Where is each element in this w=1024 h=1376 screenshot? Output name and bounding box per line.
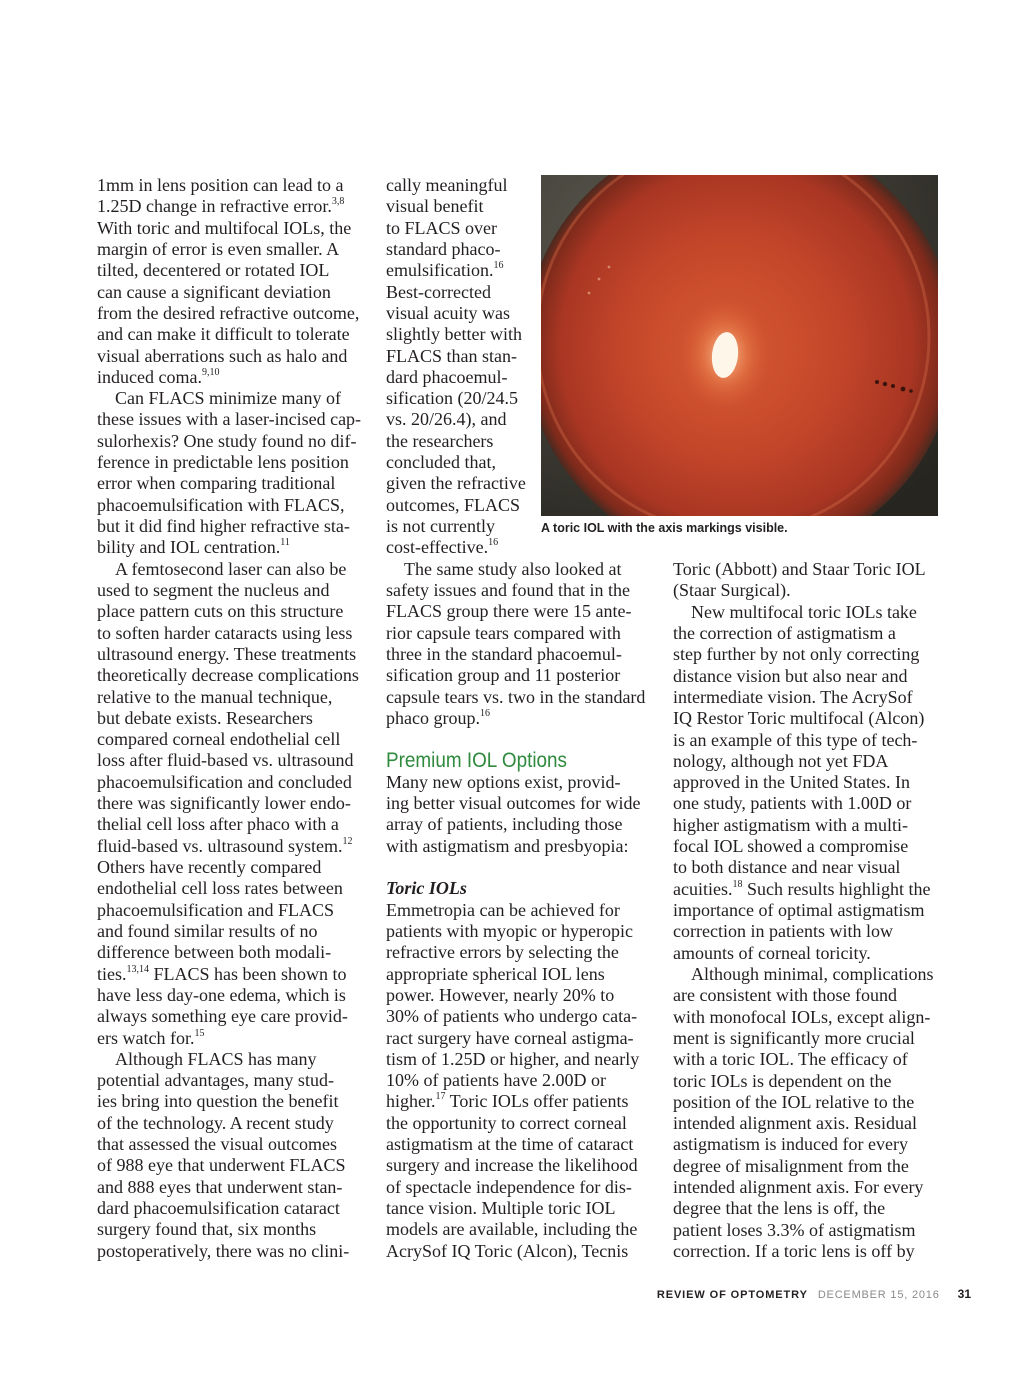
text-line bbox=[97, 836, 367, 857]
text-run: phaco group. bbox=[386, 707, 480, 728]
text-line: to soften harder cataracts using less bbox=[97, 622, 353, 643]
paragraph bbox=[97, 1049, 367, 1262]
text-line bbox=[97, 1028, 367, 1049]
text-line: New multifocal toric IOLs take bbox=[691, 601, 917, 622]
text-line: theoretically decrease complications bbox=[97, 665, 359, 686]
text-line: from the desired refractive outcome, bbox=[97, 302, 360, 323]
citation-superscript: 16 bbox=[493, 260, 504, 272]
text-line: sification group and 11 posterior bbox=[386, 665, 621, 686]
text-line: is an example of this type of tech- bbox=[673, 729, 918, 750]
paragraph bbox=[673, 964, 945, 1262]
text-line: correction in patients with low bbox=[673, 921, 893, 942]
text-run: emulsification. bbox=[386, 260, 494, 281]
text-line: the researchers bbox=[386, 430, 494, 451]
subsection-heading bbox=[386, 878, 658, 899]
axis-mark-dot bbox=[901, 387, 906, 392]
citation-superscript: 3,8 bbox=[331, 196, 345, 208]
text-line: but debate exists. Researchers bbox=[97, 707, 313, 728]
text-line: degree that the lens is off, the bbox=[673, 1198, 886, 1219]
text-line: potential advantages, many stud- bbox=[97, 1070, 334, 1091]
paragraph bbox=[673, 602, 945, 964]
text-line: visual aberrations such as halo and bbox=[97, 345, 348, 366]
text-line: correction. If a toric lens is off by bbox=[673, 1241, 915, 1261]
text-line: A femtosecond laser can also be bbox=[115, 558, 347, 579]
text-line: intended alignment axis. For every bbox=[673, 1177, 924, 1198]
text-line: (Staar Surgical). bbox=[673, 580, 791, 601]
text-run: bility and IOL centration. bbox=[97, 537, 281, 558]
text-run: cost-effective. bbox=[386, 537, 489, 558]
text-line: used to segment the nucleus and bbox=[97, 579, 330, 600]
text-line: dard phacoemulsification cataract bbox=[97, 1198, 340, 1218]
text-line: sification (20/24.5 bbox=[386, 388, 518, 409]
text-line: Others have recently compared bbox=[97, 857, 322, 877]
citation-superscript: 17 bbox=[435, 1091, 446, 1103]
paragraph bbox=[97, 388, 367, 559]
text-line: amounts of corneal toricity. bbox=[673, 942, 871, 963]
text-line: is not currently bbox=[386, 516, 495, 536]
text-line: one study, patients with 1.00D or bbox=[673, 793, 912, 814]
paragraph bbox=[673, 559, 945, 602]
text-run: acuities. bbox=[673, 878, 733, 899]
text-line: vs. 20/26.4), and bbox=[386, 409, 507, 430]
citation-superscript: 18 bbox=[732, 878, 743, 890]
text-line: distance vision but also near and bbox=[673, 665, 908, 686]
text-line: power. However, nearly 20% to bbox=[386, 984, 615, 1005]
column-1 bbox=[97, 175, 367, 1262]
text-run: Such results highlight the bbox=[742, 878, 931, 899]
text-line: with a toric IOL. The efficacy of bbox=[673, 1049, 908, 1070]
text-line: intended alignment axis. Residual bbox=[673, 1113, 917, 1134]
text-line: 1mm in lens position can lead to a bbox=[97, 175, 344, 195]
text-line: AcrySof IQ Toric (Alcon), Tecnis bbox=[386, 1240, 629, 1261]
citation-superscript: 11 bbox=[280, 537, 290, 549]
page-number: 31 bbox=[957, 1287, 971, 1301]
text-line: approved in the United States. In bbox=[673, 772, 910, 793]
paragraph bbox=[97, 559, 367, 1049]
toric-iol-eye-photo bbox=[541, 175, 938, 516]
paragraph bbox=[386, 772, 658, 857]
text-line: patient loses 3.3% of astigmatism bbox=[673, 1219, 916, 1240]
text-line: position of the IOL relative to the bbox=[673, 1091, 915, 1112]
column-3 bbox=[673, 559, 945, 1262]
text-line: appropriate spherical IOL lens bbox=[386, 963, 605, 984]
paragraph bbox=[97, 175, 367, 388]
text-line bbox=[386, 537, 658, 558]
axis-mark-dot bbox=[883, 382, 887, 386]
text-line: difference between both modali- bbox=[97, 942, 332, 963]
text-line bbox=[97, 196, 367, 217]
axis-mark-dot bbox=[909, 389, 913, 393]
citation-superscript: 16 bbox=[479, 707, 490, 719]
text-line: Best-corrected bbox=[386, 281, 491, 302]
text-line: Can FLACS minimize many of bbox=[115, 388, 341, 409]
text-line: tilted, decentered or rotated IOL bbox=[97, 260, 330, 281]
text-line: FLACS than stan- bbox=[386, 345, 518, 366]
text-line: tance vision. Multiple toric IOL bbox=[386, 1198, 616, 1218]
text-line: Many new options exist, provid- bbox=[386, 771, 621, 792]
text-line: endothelial cell loss rates between bbox=[97, 878, 343, 899]
citation-superscript: 13,14 bbox=[126, 963, 149, 975]
citation-superscript: 9,10 bbox=[201, 366, 220, 378]
text-line: focal IOL showed a compromise bbox=[673, 836, 909, 857]
text-line: ment is significantly more crucial bbox=[673, 1027, 915, 1048]
page-footer bbox=[657, 1287, 971, 1301]
text-line: cally meaningful bbox=[386, 175, 508, 195]
text-line: that assessed the visual outcomes bbox=[97, 1134, 337, 1155]
text-line: phacoemulsification and concluded bbox=[97, 771, 352, 792]
text-line: are consistent with those found bbox=[673, 985, 897, 1006]
figure-caption: A toric IOL with the axis markings visible. bbox=[541, 521, 788, 535]
text-line: the correction of astigmatism a bbox=[673, 622, 896, 643]
text-line: the opportunity to correct corneal bbox=[386, 1112, 627, 1133]
text-line: have less day-one edema, which is bbox=[97, 984, 346, 1005]
text-line: degree of misalignment from the bbox=[673, 1155, 909, 1176]
text-line bbox=[386, 708, 658, 729]
text-line: there was significantly lower endo- bbox=[97, 793, 351, 814]
text-line: IQ Restor Toric multifocal (Alcon) bbox=[673, 708, 925, 729]
text-line: outcomes, FLACS bbox=[386, 494, 521, 515]
text-line bbox=[386, 1091, 658, 1112]
eye-photo-image bbox=[541, 175, 938, 516]
text-line: can cause a significant deviation bbox=[97, 281, 331, 302]
text-line: intermediate vision. The AcrySof bbox=[673, 686, 913, 707]
text-line: Although FLACS has many bbox=[115, 1048, 317, 1069]
axis-mark-dot bbox=[598, 278, 601, 281]
text-line: of the technology. A recent study bbox=[97, 1112, 334, 1133]
axis-mark-dot bbox=[588, 292, 591, 295]
text-line bbox=[97, 537, 367, 558]
text-line: importance of optimal astigmatism bbox=[673, 900, 925, 920]
citation-superscript: 15 bbox=[194, 1027, 205, 1039]
text-line: Toric (Abbott) and Staar Toric IOL bbox=[673, 559, 926, 579]
text-line: visual benefit bbox=[386, 196, 484, 217]
text-run: higher. bbox=[386, 1091, 436, 1112]
text-line: 30% of patients who undergo cata- bbox=[386, 1006, 638, 1027]
text-line bbox=[673, 879, 945, 900]
text-run: ers watch for. bbox=[97, 1027, 195, 1048]
axis-mark-dot bbox=[875, 380, 879, 384]
text-line: visual acuity was bbox=[386, 302, 510, 323]
text-line: of spectacle independence for dis- bbox=[386, 1176, 632, 1197]
text-line: and can make it difficult to tolerate bbox=[97, 324, 350, 345]
text-line: phacoemulsification with FLACS, bbox=[97, 494, 345, 515]
text-line: safety issues and found that in the bbox=[386, 579, 630, 600]
text-line: 10% of patients have 2.00D or bbox=[386, 1070, 606, 1091]
text-line bbox=[97, 964, 367, 985]
text-run: induced coma. bbox=[97, 366, 202, 387]
text-line: models are available, including the bbox=[386, 1219, 638, 1240]
text-line: step further by not only correcting bbox=[673, 644, 920, 665]
citation-superscript: 16 bbox=[488, 537, 499, 549]
text-run: Toric IOLs offer patients bbox=[445, 1091, 629, 1112]
text-run: fluid-based vs. ultrasound system. bbox=[97, 835, 343, 856]
text-line: Although minimal, complications bbox=[691, 963, 934, 984]
text-line: of 988 eye that underwent FLACS bbox=[97, 1155, 346, 1176]
text-line: rior capsule tears compared with bbox=[386, 622, 621, 643]
subsection-heading-text: Toric IOLs bbox=[386, 878, 467, 899]
issue-date: DECEMBER 15, 2016 bbox=[817, 1289, 940, 1301]
text-line: refractive errors by selecting the bbox=[386, 942, 619, 963]
text-line: with monofocal IOLs, except align- bbox=[673, 1006, 931, 1027]
text-line: Emmetropia can be achieved for bbox=[386, 899, 620, 920]
text-line: given the refractive bbox=[386, 473, 526, 494]
text-line: thelial cell loss after phaco with a bbox=[97, 814, 339, 835]
text-line: standard phaco- bbox=[386, 238, 501, 259]
text-line: place pattern cuts on this structure bbox=[97, 601, 344, 622]
text-run: 1.25D change in refractive error. bbox=[97, 196, 332, 217]
text-line: these issues with a laser-incised cap- bbox=[97, 409, 362, 430]
text-line: surgery and increase the likelihood bbox=[386, 1155, 638, 1176]
text-line: to both distance and near visual bbox=[673, 857, 901, 878]
text-line: astigmatism is induced for every bbox=[673, 1134, 908, 1155]
text-line: loss after fluid-based vs. ultrasound bbox=[97, 750, 354, 771]
text-line: ies bring into question the benefit bbox=[97, 1091, 339, 1112]
text-line: nology, although not yet FDA bbox=[673, 750, 889, 771]
text-line: ract surgery have corneal astigma- bbox=[386, 1027, 634, 1048]
text-line: relative to the manual technique, bbox=[97, 686, 333, 707]
section-heading bbox=[386, 750, 658, 771]
text-line: postoperatively, there was no clini- bbox=[97, 1240, 350, 1261]
section-heading-text: Premium IOL Options bbox=[386, 749, 568, 773]
paragraph bbox=[386, 900, 658, 1262]
text-line: and found similar results of no bbox=[97, 920, 318, 941]
text-line: surgery found that, six months bbox=[97, 1219, 317, 1240]
text-line: ing better visual outcomes for wide bbox=[386, 793, 641, 814]
axis-mark-dot bbox=[608, 266, 611, 269]
text-line: The same study also looked at bbox=[404, 558, 622, 579]
axis-mark-dot bbox=[891, 384, 895, 388]
text-line: three in the standard phacoemul- bbox=[386, 643, 622, 664]
text-line: concluded that, bbox=[386, 452, 496, 473]
text-line: ference in predictable lens position bbox=[97, 452, 349, 473]
text-line: to FLACS over bbox=[386, 217, 498, 238]
text-line bbox=[97, 367, 367, 388]
text-line: patients with myopic or hyperopic bbox=[386, 920, 633, 941]
text-run: FLACS has been shown to bbox=[149, 963, 347, 984]
text-line: but it did find higher refractive sta- bbox=[97, 516, 350, 536]
text-line: margin of error is even smaller. A bbox=[97, 238, 340, 259]
text-line: higher astigmatism with a multi- bbox=[673, 814, 908, 835]
text-line: FLACS group there were 15 ante- bbox=[386, 601, 632, 622]
text-line: tism of 1.25D or higher, and nearly bbox=[386, 1048, 640, 1069]
text-line: capsule tears vs. two in the standard bbox=[386, 686, 646, 707]
text-line: always something eye care provid- bbox=[97, 1006, 348, 1027]
text-line: sulorhexis? One study found no dif- bbox=[97, 430, 357, 451]
text-line: toric IOLs is dependent on the bbox=[673, 1070, 892, 1091]
text-line: With toric and multifocal IOLs, the bbox=[97, 217, 352, 238]
text-run: ties. bbox=[97, 963, 127, 984]
text-line: astigmatism at the time of cataract bbox=[386, 1134, 634, 1155]
text-line: with astigmatism and presbyopia: bbox=[386, 835, 629, 856]
text-line: array of patients, including those bbox=[386, 814, 623, 835]
citation-superscript: 12 bbox=[342, 835, 353, 847]
text-line: slightly better with bbox=[386, 324, 522, 345]
text-line: and 888 eyes that underwent stan- bbox=[97, 1176, 343, 1197]
text-line: phacoemulsification and FLACS bbox=[97, 899, 334, 920]
paragraph bbox=[386, 559, 658, 730]
text-line: error when comparing traditional bbox=[97, 473, 336, 494]
text-line: dard phacoemul- bbox=[386, 366, 508, 387]
publication-name: REVIEW OF OPTOMETRY bbox=[656, 1289, 808, 1301]
text-line: compared corneal endothelial cell bbox=[97, 729, 341, 750]
text-line: ultrasound energy. These treatments bbox=[97, 643, 357, 664]
